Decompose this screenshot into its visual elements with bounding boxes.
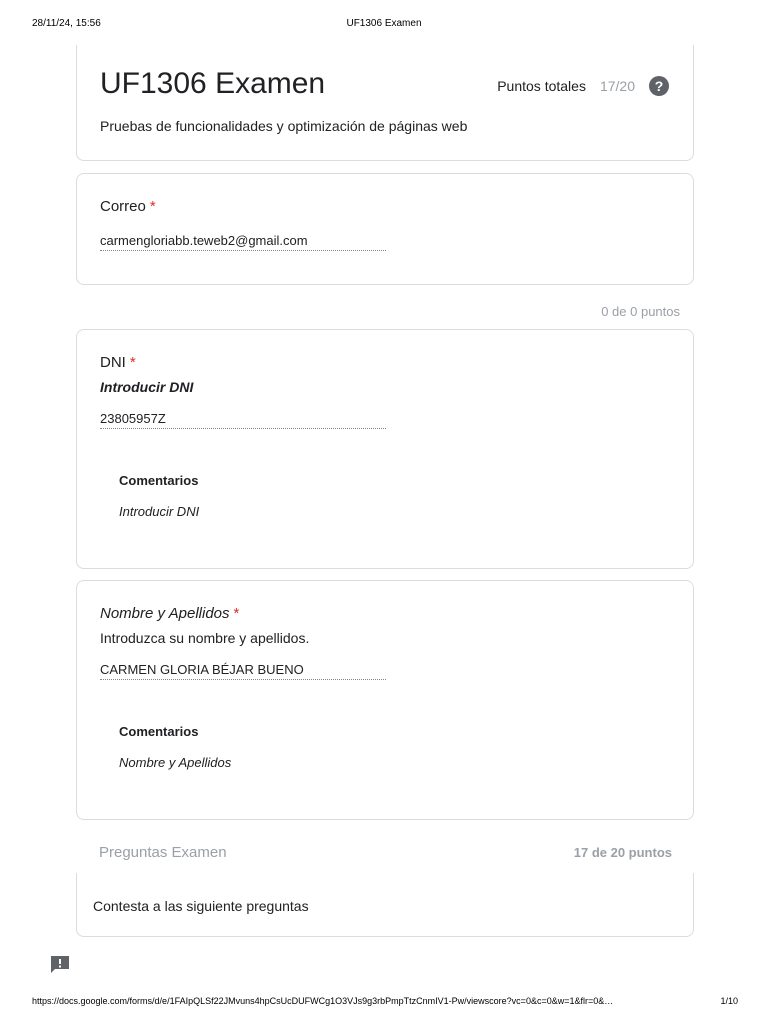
- answer-email: carmengloriabb.teweb2@gmail.com: [100, 233, 386, 251]
- question-title-dni: DNI *: [100, 354, 136, 371]
- print-url: https://docs.google.com/forms/d/e/1FAIpQLSf22JMvuns4hpCsUcDUFWCg1O3VJs9g3rbPmpTtzCnmIV1-Pw/viewscore?vc=0&c=0&w=1&flr=0&…: [32, 996, 614, 1006]
- question-help-name: Introduzca su nombre y apellidos.: [100, 630, 310, 646]
- print-header: [32, 18, 736, 32]
- feedback-title-name: Comentarios: [119, 724, 199, 739]
- total-score: [497, 76, 669, 96]
- section-description: Contesta a las siguiente preguntas: [93, 898, 309, 914]
- section-title: Preguntas Examen: [99, 844, 227, 861]
- required-mark: *: [149, 198, 156, 215]
- feedback-title-dni: Comentarios: [119, 473, 199, 488]
- total-score-value: 17/20: [599, 78, 635, 94]
- form-title: UF1306 Examen: [100, 67, 326, 100]
- question-title-name: Nombre y Apellidos *: [100, 605, 240, 622]
- total-score-label: Puntos totales: [497, 78, 586, 94]
- answer-name: CARMEN GLORIA BÉJAR BUENO: [100, 662, 386, 680]
- form-header-card: [76, 45, 694, 161]
- print-title: UF1306 Examen: [346, 18, 422, 29]
- section-card: [76, 873, 694, 937]
- answer-dni: 23805957Z: [100, 411, 386, 429]
- question-card-dni: [76, 329, 694, 569]
- page-number: 1/10: [720, 996, 738, 1006]
- required-mark: *: [129, 354, 136, 371]
- question-card-name: [76, 580, 694, 820]
- required-mark: *: [233, 605, 240, 622]
- question-points-dni: 0 de 0 puntos: [601, 304, 680, 319]
- print-datetime: 28/11/24, 15:56: [32, 18, 101, 29]
- feedback-text-dni: Introducir DNI: [119, 504, 200, 519]
- form-description: Pruebas de funcionalidades y optimización de páginas web: [100, 118, 468, 134]
- question-card-email: [76, 173, 694, 285]
- help-icon[interactable]: ?: [649, 76, 669, 96]
- question-title-email: Correo *: [100, 198, 156, 215]
- print-footer: [32, 996, 738, 1008]
- section-points: 17 de 20 puntos: [573, 845, 672, 860]
- report-feedback-icon[interactable]: [50, 955, 70, 973]
- question-help-dni: Introducir DNI: [100, 379, 194, 395]
- feedback-text-name: Nombre y Apellidos: [119, 755, 232, 770]
